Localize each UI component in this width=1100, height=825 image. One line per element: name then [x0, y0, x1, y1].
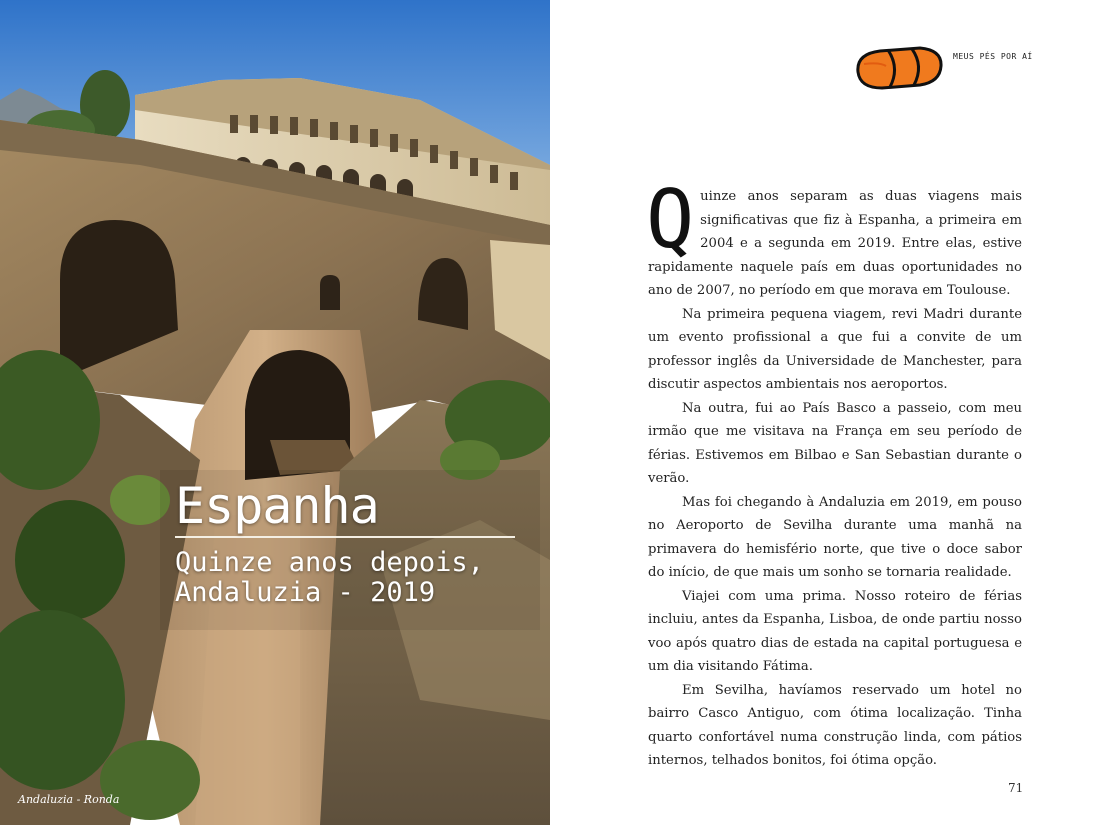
chapter-title-block — [175, 478, 520, 608]
chapter-subtitle-line-2: Andaluzia - 2019 — [175, 577, 436, 608]
paragraph-1 — [646, 173, 1022, 303]
chapter-title: Espanha — [175, 477, 379, 535]
photo-caption: Andaluzia - Ronda — [18, 793, 120, 806]
paragraph-1-text: uinze anos separam as duas viagens mais significativas que fiz à Espanha, a primeira em 2004 e a segunda em 2019. Entre elas, estive rapidamente naquele país em duas oportunidades no ano de 2007, no período em que morava em Toulouse. — [648, 189, 1022, 298]
page-number: 71 — [1008, 781, 1024, 795]
paragraph-4: Mas foi chegando à Andaluzia em 2019, em pouso no Aeroporto de Sevilha durante uma manhã na primavera do hemisfério norte, que tive o doce sabor do início, de que mais um sonho se tornaria realidade. — [648, 494, 1022, 580]
chapter-subtitle-line-1: Quinze anos depois, — [175, 547, 484, 578]
paragraph-2: Na primeira pequena viagem, revi Madri durante um evento profissional a que fui a convite de um professor inglês da Universidade de Manchester, para discutir aspectos ambientais nos aeroportos. — [648, 306, 1022, 392]
running-head: MEUS PÉS POR AÍ — [953, 52, 1033, 61]
orange-shoe-sole-icon — [850, 42, 946, 94]
body-text — [646, 173, 1022, 773]
paragraph-3: Na outra, fui ao País Basco a passeio, com meu irmão que me visitava na França em seu período de férias. Estivemos em Bilbao e San Sebastian durante o verão. — [648, 400, 1022, 486]
drop-cap: Q — [646, 173, 695, 266]
title-divider — [175, 536, 515, 538]
paragraph-5: Viajei com uma prima. Nosso roteiro de férias incluiu, antes da Espanha, Lisboa, de onde partiu nosso voo após quatro dias de estada na capital portuguesa e um dia visitando Fátima. — [648, 588, 1022, 674]
paragraph-6: Em Sevilha, havíamos reservado um hotel no bairro Casco Antiguo, com ótima localização. Tinha quarto confortável numa construção linda, com pátios internos, telhados bonitos, foi ótima opção. — [648, 682, 1022, 768]
text-page — [550, 0, 1100, 825]
